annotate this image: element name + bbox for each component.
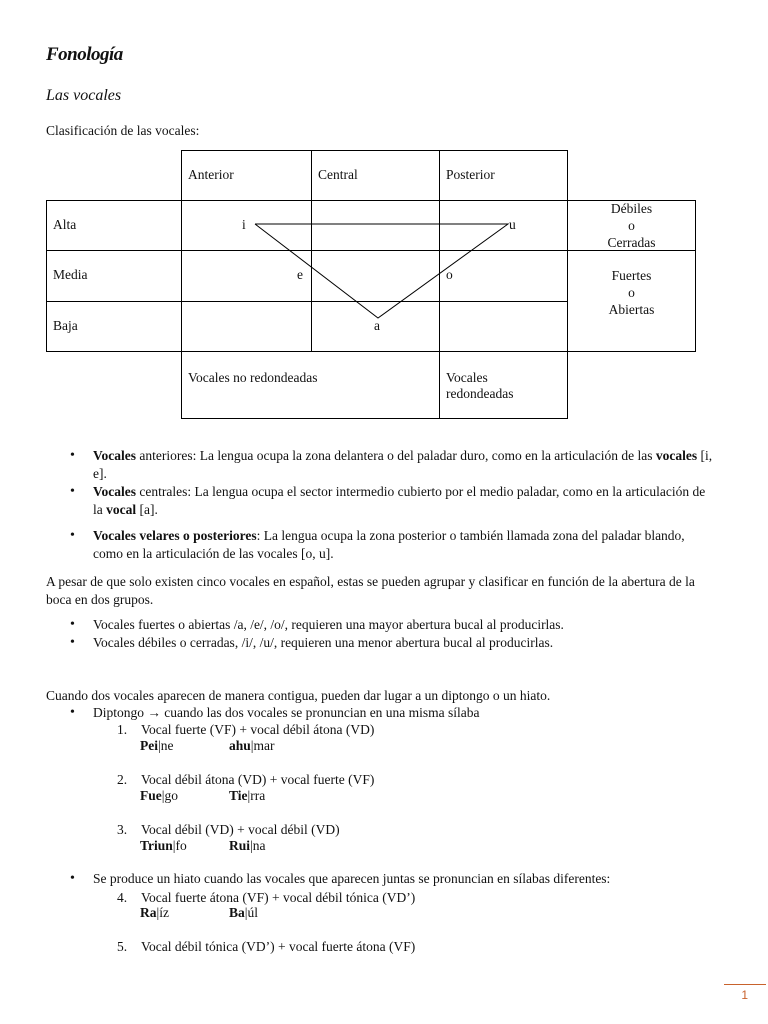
item-text: Vocal débil átona (VD) + vocal fuerte (VF) xyxy=(141,772,375,787)
paragraph: Cuando dos vocales aparecen de manera contigua, pueden dar lugar a un diptongo o un hiato. xyxy=(46,688,551,703)
vowel-e: e xyxy=(297,267,303,282)
item-text: Vocal débil tónica (VD’) + vocal fuerte átona (VF) xyxy=(141,939,416,954)
vowel-o: o xyxy=(446,267,453,282)
example-word: Tie|rra xyxy=(229,788,266,803)
row-header-alta: Alta xyxy=(53,217,77,232)
item-number: 2. xyxy=(117,772,128,787)
vowel-a: a xyxy=(374,318,380,333)
list-item: • Se produce un hiato cuando las vocales que aparecen juntas se pronuncian en sílabas diferentes: xyxy=(46,870,718,888)
page-title: Fonología xyxy=(46,44,123,65)
triangle-lines xyxy=(255,224,508,318)
example-word: Triun|fo xyxy=(140,838,187,853)
page-number: 1 xyxy=(741,988,748,1002)
vowel-group-list xyxy=(46,616,718,652)
label-line: Fuertes xyxy=(611,268,652,283)
list-item: • Vocales débiles o cerradas, /i/, /u/, requieren una menor abertura bucal al producirlas. xyxy=(46,634,718,652)
example-word: Ra|íz xyxy=(140,905,169,920)
paragraph: A pesar de que solo existen cinco vocales en español, estas se pueden agrupar y clasificar en función de la abertura de la boca en dos grupos. xyxy=(46,574,695,607)
list-item: • Vocales fuertes o abiertas /a, /e/, /o/, requieren una mayor abertura bucal al producirlas. xyxy=(46,616,718,634)
label-line: Débiles xyxy=(610,201,653,216)
intro-text: Clasificación de las vocales: xyxy=(46,123,200,138)
list-item: • Diptongo → cuando las dos vocales se pronuncian en una misma sílaba xyxy=(46,704,718,722)
footer-rule xyxy=(724,984,766,985)
diptongo-list xyxy=(46,704,718,722)
label-line: o xyxy=(628,218,635,233)
vowel-position-list xyxy=(46,447,718,563)
item-number: 3. xyxy=(117,822,128,837)
col-header-posterior: Posterior xyxy=(446,167,495,182)
label-line: Cerradas xyxy=(607,235,656,250)
example-word: Pei|ne xyxy=(140,738,174,753)
list-item: • Vocales centrales: La lengua ocupa el sector intermedio cubierto por el medio paladar, como en la articulación de la vocal [a]. xyxy=(46,483,718,519)
hiato-list xyxy=(46,870,718,888)
item-text: Vocal fuerte átona (VF) + vocal débil tónica (VD’) xyxy=(141,890,416,905)
label-line: Abiertas xyxy=(608,302,655,317)
col-header-central: Central xyxy=(318,167,358,182)
example-word: Rui|na xyxy=(229,838,266,853)
section-subtitle: Las vocales xyxy=(46,87,122,104)
list-item: • Vocales anteriores: La lengua ocupa la zona delantera o del paladar duro, como en la articulación de las vocales [i, e]. xyxy=(46,447,718,483)
list-item: • Vocales velares o posteriores: La lengua ocupa la zona posterior o también llamada zona del paladar blando, como en la articulación de las vocales [o, u]. xyxy=(46,527,718,563)
col-header-anterior: Anterior xyxy=(188,167,234,182)
label-no-redondeadas: Vocales no redondeadas xyxy=(188,370,318,385)
row-header-baja: Baja xyxy=(53,318,78,333)
row-header-media: Media xyxy=(53,267,88,282)
example-word: ahu|mar xyxy=(229,738,275,753)
label-redondeadas: Vocales redondeadas xyxy=(446,370,514,401)
label-debiles-cerradas xyxy=(567,200,696,251)
label-line: o xyxy=(628,285,635,300)
example-word: Fue|go xyxy=(140,788,178,803)
item-number: 1. xyxy=(117,722,128,737)
item-text: Vocal débil (VD) + vocal débil (VD) xyxy=(141,822,340,837)
vowel-u: u xyxy=(509,217,516,232)
item-number: 4. xyxy=(117,890,128,905)
item-text: Vocal fuerte (VF) + vocal débil átona (VD) xyxy=(141,722,375,737)
vowel-i: i xyxy=(242,217,246,232)
label-fuertes-abiertas xyxy=(567,267,696,318)
example-word: Ba|úl xyxy=(229,905,258,920)
item-number: 5. xyxy=(117,939,128,954)
